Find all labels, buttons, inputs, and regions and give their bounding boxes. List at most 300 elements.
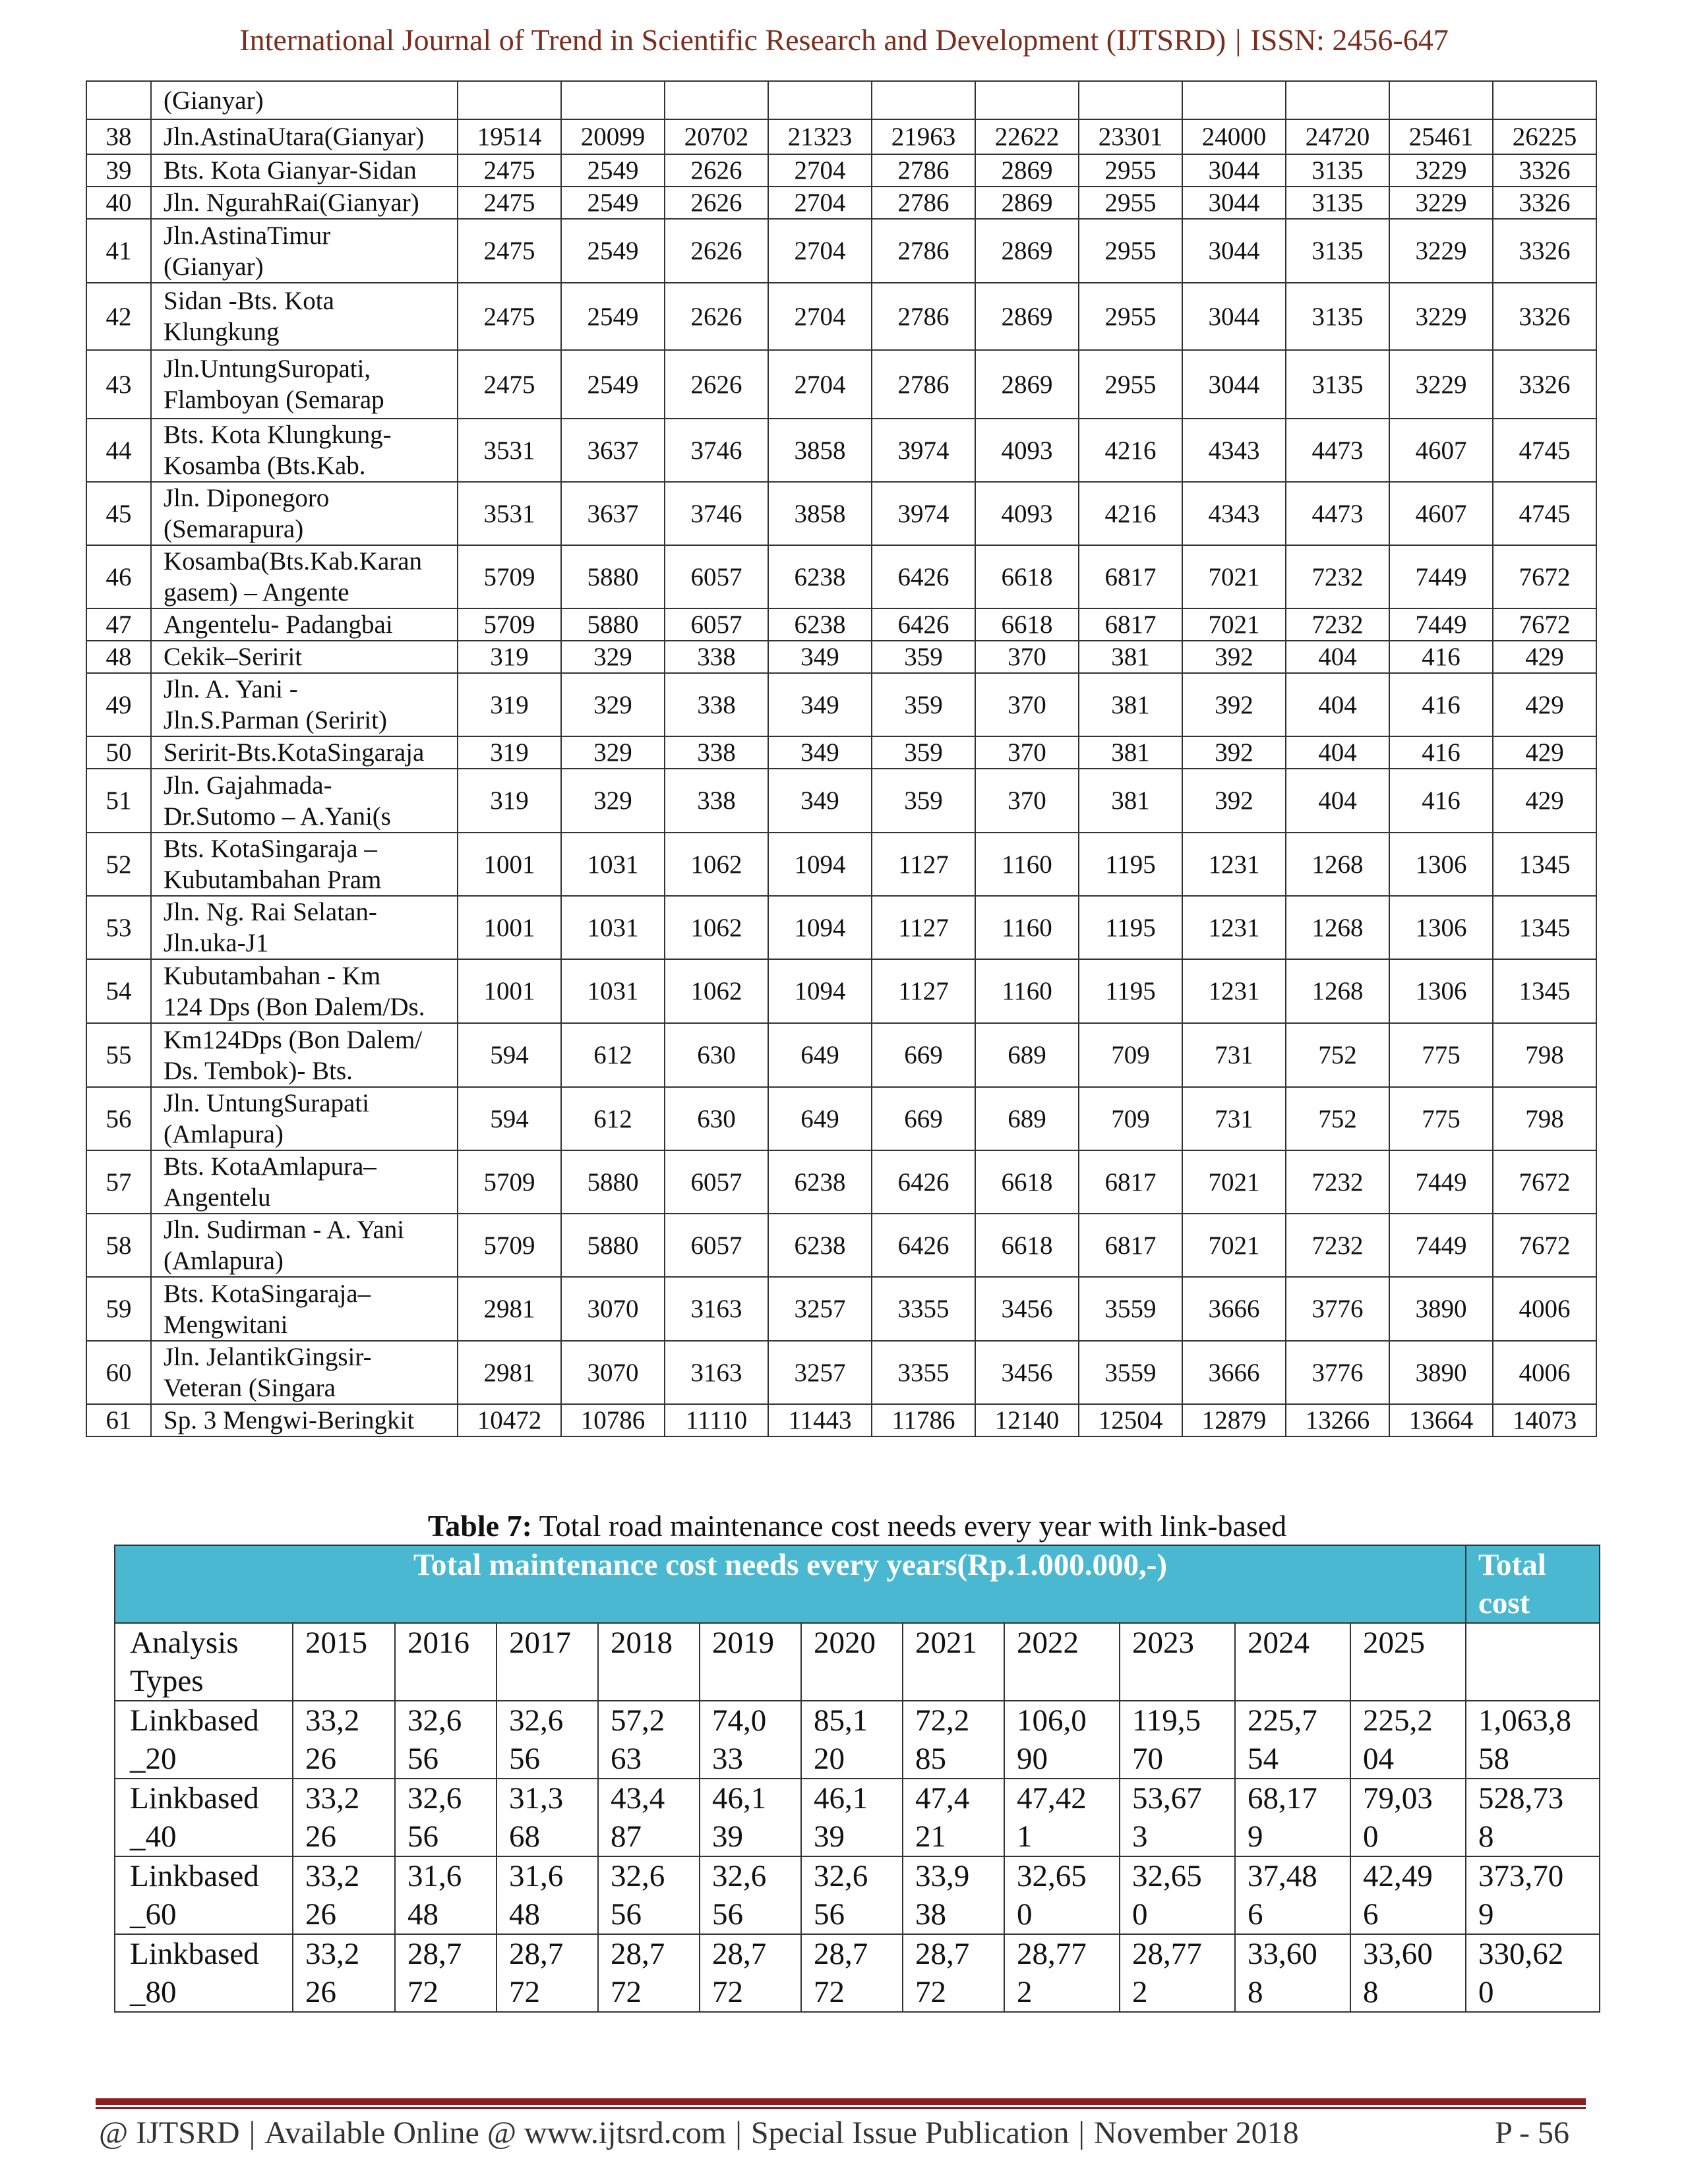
traffic-value-cell: 3355 <box>872 1277 975 1341</box>
traffic-value-cell: 359 <box>872 673 975 736</box>
traffic-value-cell: 370 <box>975 769 1079 833</box>
traffic-value-cell: 7232 <box>1286 1214 1389 1277</box>
traffic-value-cell: 10786 <box>561 1404 665 1436</box>
road-segment-name: Jln.AstinaTimur (Gianyar) <box>151 219 458 283</box>
traffic-value-cell: 12879 <box>1182 1404 1286 1436</box>
traffic-value-cell: 2704 <box>768 187 872 219</box>
traffic-value-cell: 381 <box>1079 673 1182 736</box>
traffic-value-cell: 4745 <box>1493 419 1596 482</box>
table7-caption-label: Table 7: <box>427 1509 532 1543</box>
table-row <box>115 1856 1600 1934</box>
cost-value-cell: 79,03 0 <box>1350 1779 1466 1856</box>
traffic-value-cell: 6238 <box>768 608 872 641</box>
traffic-value-cell: 3531 <box>458 419 561 482</box>
traffic-value-cell: 3229 <box>1389 283 1493 350</box>
traffic-value-cell: 6618 <box>975 608 1079 641</box>
analysis-type-cell: Linkbased _80 <box>115 1934 293 2012</box>
traffic-value-cell: 3326 <box>1493 154 1596 187</box>
traffic-value-cell: 13266 <box>1286 1404 1389 1436</box>
traffic-value-cell: 1062 <box>665 833 768 896</box>
traffic-value-cell: 4607 <box>1389 419 1493 482</box>
traffic-value-cell: 6238 <box>768 545 872 608</box>
row-number: 54 <box>86 959 151 1023</box>
traffic-value-cell: 319 <box>458 769 561 833</box>
traffic-value-cell: 1062 <box>665 896 768 959</box>
traffic-value-cell: 3456 <box>975 1277 1079 1341</box>
traffic-value-cell: 2704 <box>768 219 872 283</box>
traffic-value-cell: 429 <box>1493 769 1596 833</box>
traffic-value-cell: 22622 <box>975 119 1079 154</box>
cost-value-cell: 32,6 56 <box>497 1701 598 1779</box>
traffic-value-cell: 24720 <box>1286 119 1389 154</box>
traffic-value-cell: 14073 <box>1493 1404 1596 1436</box>
table-row <box>86 608 1596 641</box>
traffic-value-cell: 2955 <box>1079 187 1182 219</box>
footer-separator: | <box>735 2115 742 2150</box>
traffic-value-cell: 2626 <box>665 219 768 283</box>
traffic-value-cell: 381 <box>1079 769 1182 833</box>
traffic-value-cell: 5709 <box>458 1214 561 1277</box>
traffic-value-cell: 2869 <box>975 350 1079 419</box>
traffic-value-cell: 709 <box>1079 1087 1182 1150</box>
cost-value-cell: 33,9 38 <box>903 1856 1004 1934</box>
traffic-value-cell <box>768 81 872 119</box>
traffic-value-cell: 429 <box>1493 673 1596 736</box>
traffic-value-cell: 1306 <box>1389 959 1493 1023</box>
table-row <box>86 673 1596 736</box>
table-row <box>86 736 1596 769</box>
traffic-value-cell: 416 <box>1389 641 1493 673</box>
traffic-value-cell: 1195 <box>1079 833 1182 896</box>
traffic-value-cell: 359 <box>872 641 975 673</box>
road-segment-name: Jln. JelantikGingsir- Veteran (Singara <box>151 1341 458 1404</box>
traffic-value-cell: 3257 <box>768 1277 872 1341</box>
traffic-value-cell: 594 <box>458 1023 561 1087</box>
traffic-value-cell: 3044 <box>1182 187 1286 219</box>
traffic-value-cell: 381 <box>1079 641 1182 673</box>
traffic-value-cell: 689 <box>975 1087 1079 1150</box>
traffic-value-cell: 1231 <box>1182 896 1286 959</box>
cost-value-cell: 47,42 1 <box>1004 1779 1120 1856</box>
traffic-value-cell: 3070 <box>561 1277 665 1341</box>
traffic-value-cell: 731 <box>1182 1087 1286 1150</box>
table-row <box>86 419 1596 482</box>
footer-date: November 2018 <box>1094 2115 1299 2150</box>
table-row <box>86 769 1596 833</box>
traffic-value-cell: 6817 <box>1079 608 1182 641</box>
traffic-value-cell: 1306 <box>1389 833 1493 896</box>
traffic-value-cell: 2786 <box>872 154 975 187</box>
cost-value-cell: 33,60 8 <box>1235 1934 1350 2012</box>
road-segment-name: Sp. 3 Mengwi-Beringkit <box>151 1404 458 1436</box>
traffic-value-cell: 1062 <box>665 959 768 1023</box>
table7-band-title: Total maintenance cost needs every years(Rp.1.000.000,-) <box>115 1545 1466 1623</box>
journal-header <box>0 22 1688 57</box>
table-row <box>86 1404 1596 1436</box>
row-number: 57 <box>86 1150 151 1214</box>
traffic-value-cell: 3666 <box>1182 1277 1286 1341</box>
traffic-value-cell: 329 <box>561 769 665 833</box>
traffic-value-cell: 3890 <box>1389 1341 1493 1404</box>
traffic-value-cell <box>1493 81 1596 119</box>
traffic-value-cell: 5880 <box>561 1214 665 1277</box>
cost-value-cell: 42,49 6 <box>1350 1856 1466 1934</box>
road-segment-name: Seririt-Bts.KotaSingaraja <box>151 736 458 769</box>
traffic-value-cell: 1031 <box>561 833 665 896</box>
traffic-value-cell: 1160 <box>975 959 1079 1023</box>
cost-value-cell: 74,0 33 <box>700 1701 801 1779</box>
cost-value-cell: 28,77 2 <box>1120 1934 1235 2012</box>
traffic-value-cell: 338 <box>665 769 768 833</box>
traffic-value-cell: 3044 <box>1182 350 1286 419</box>
traffic-value-cell: 5709 <box>458 608 561 641</box>
traffic-value-cell: 381 <box>1079 736 1182 769</box>
traffic-value-cell: 1345 <box>1493 833 1596 896</box>
traffic-value-cell: 3776 <box>1286 1341 1389 1404</box>
traffic-value-cell: 3326 <box>1493 187 1596 219</box>
traffic-value-cell: 775 <box>1389 1023 1493 1087</box>
year-header: 2025 <box>1350 1623 1466 1701</box>
row-number: 48 <box>86 641 151 673</box>
traffic-value-cell: 23301 <box>1079 119 1182 154</box>
traffic-value-cell: 649 <box>768 1087 872 1150</box>
traffic-value-cell <box>1079 81 1182 119</box>
total-cost-cell: 373,70 9 <box>1466 1856 1600 1934</box>
traffic-value-cell: 6057 <box>665 1150 768 1214</box>
traffic-value-cell: 2955 <box>1079 154 1182 187</box>
traffic-value-cell: 3257 <box>768 1341 872 1404</box>
traffic-value-cell: 4216 <box>1079 419 1182 482</box>
traffic-value-cell: 2786 <box>872 283 975 350</box>
year-header: 2020 <box>801 1623 903 1701</box>
table7-band-row <box>115 1545 1600 1623</box>
traffic-value-cell: 11786 <box>872 1404 975 1436</box>
page-footer <box>99 2115 1569 2151</box>
traffic-value-cell: 429 <box>1493 641 1596 673</box>
row-number: 42 <box>86 283 151 350</box>
traffic-value-cell: 329 <box>561 641 665 673</box>
traffic-value-cell: 21323 <box>768 119 872 154</box>
traffic-value-cell: 3135 <box>1286 219 1389 283</box>
traffic-value-cell: 3229 <box>1389 187 1493 219</box>
year-header: 2016 <box>395 1623 497 1701</box>
year-header: 2024 <box>1235 1623 1350 1701</box>
traffic-value-cell: 2549 <box>561 350 665 419</box>
traffic-value-cell: 4216 <box>1079 482 1182 545</box>
traffic-value-cell: 3456 <box>975 1341 1079 1404</box>
traffic-value-cell: 10472 <box>458 1404 561 1436</box>
total-cost-cell: 528,73 8 <box>1466 1779 1600 1856</box>
traffic-value-cell: 6426 <box>872 1214 975 1277</box>
traffic-value-cell: 798 <box>1493 1023 1596 1087</box>
cost-value-cell: 33,60 8 <box>1350 1934 1466 2012</box>
traffic-value-cell <box>975 81 1079 119</box>
traffic-value-cell: 5709 <box>458 1150 561 1214</box>
traffic-value-cell: 392 <box>1182 769 1286 833</box>
traffic-value-cell: 649 <box>768 1023 872 1087</box>
row-number: 60 <box>86 1341 151 1404</box>
year-header: 2019 <box>700 1623 801 1701</box>
table7-caption <box>0 1508 1688 1543</box>
row-number: 55 <box>86 1023 151 1087</box>
cost-value-cell: 47,4 21 <box>903 1779 1004 1856</box>
footer-issue: Special Issue Publication <box>750 2115 1070 2150</box>
traffic-value-cell: 1094 <box>768 959 872 1023</box>
traffic-value-cell: 1160 <box>975 833 1079 896</box>
table-row <box>115 1701 1600 1779</box>
analysis-type-cell: Linkbased _20 <box>115 1701 293 1779</box>
traffic-value-cell: 3890 <box>1389 1277 1493 1341</box>
traffic-value-cell: 4607 <box>1389 482 1493 545</box>
cost-value-cell: 32,6 56 <box>598 1856 700 1934</box>
cost-value-cell: 32,65 0 <box>1120 1856 1235 1934</box>
cost-value-cell: 28,7 72 <box>700 1934 801 2012</box>
traffic-value-cell: 6618 <box>975 1214 1079 1277</box>
row-number: 39 <box>86 154 151 187</box>
traffic-value-cell: 7021 <box>1182 1214 1286 1277</box>
table-row <box>86 482 1596 545</box>
row-number <box>86 81 151 119</box>
road-segment-name: Bts. KotaAmlapura– Angentelu <box>151 1150 458 1214</box>
cost-value-cell: 225,7 54 <box>1235 1701 1350 1779</box>
traffic-value-cell: 2475 <box>458 350 561 419</box>
traffic-value-cell: 731 <box>1182 1023 1286 1087</box>
traffic-value-cell: 612 <box>561 1023 665 1087</box>
traffic-value-cell: 612 <box>561 1087 665 1150</box>
traffic-value-cell: 7449 <box>1389 608 1493 641</box>
traffic-value-cell <box>872 81 975 119</box>
traffic-value-cell: 7672 <box>1493 608 1596 641</box>
year-header: 2018 <box>598 1623 700 1701</box>
cost-value-cell: 53,67 3 <box>1120 1779 1235 1856</box>
traffic-value-cell: 416 <box>1389 769 1493 833</box>
traffic-value-cell: 416 <box>1389 673 1493 736</box>
year-header: 2023 <box>1120 1623 1235 1701</box>
traffic-value-cell: 2786 <box>872 350 975 419</box>
traffic-value-cell: 3858 <box>768 482 872 545</box>
traffic-value-cell: 6817 <box>1079 1214 1182 1277</box>
traffic-value-cell: 349 <box>768 736 872 769</box>
road-segment-name: Sidan -Bts. Kota Klungkung <box>151 283 458 350</box>
traffic-value-cell: 404 <box>1286 769 1389 833</box>
cost-value-cell: 46,1 39 <box>801 1779 903 1856</box>
traffic-value-cell: 4093 <box>975 482 1079 545</box>
traffic-value-cell: 3044 <box>1182 154 1286 187</box>
cost-value-cell: 85,1 20 <box>801 1701 903 1779</box>
traffic-value-cell: 2475 <box>458 154 561 187</box>
traffic-value-cell: 3974 <box>872 482 975 545</box>
cost-value-cell: 37,48 6 <box>1235 1856 1350 1934</box>
traffic-value-cell: 349 <box>768 673 872 736</box>
analysis-types-header: Analysis Types <box>115 1623 293 1701</box>
row-number: 41 <box>86 219 151 283</box>
traffic-value-cell: 338 <box>665 736 768 769</box>
traffic-value-cell: 404 <box>1286 736 1389 769</box>
cost-value-cell: 32,6 56 <box>395 1701 497 1779</box>
traffic-value-cell: 752 <box>1286 1087 1389 1150</box>
table7-year-header-row <box>115 1623 1600 1701</box>
analysis-type-cell: Linkbased _60 <box>115 1856 293 1934</box>
traffic-value-cell: 2626 <box>665 283 768 350</box>
row-number: 46 <box>86 545 151 608</box>
traffic-volume-table <box>86 80 1597 1437</box>
road-segment-name: Jln.AstinaUtara(Gianyar) <box>151 119 458 154</box>
traffic-value-cell: 7021 <box>1182 1150 1286 1214</box>
cost-value-cell: 28,7 72 <box>598 1934 700 2012</box>
year-header: 2015 <box>293 1623 395 1701</box>
traffic-value-cell: 3135 <box>1286 187 1389 219</box>
row-number: 43 <box>86 350 151 419</box>
year-header: 2021 <box>903 1623 1004 1701</box>
traffic-value-cell: 2626 <box>665 187 768 219</box>
road-segment-name: Bts. KotaSingaraja – Kubutambahan Pram <box>151 833 458 896</box>
traffic-value-cell: 3531 <box>458 482 561 545</box>
traffic-value-cell: 3163 <box>665 1341 768 1404</box>
traffic-value-cell: 20099 <box>561 119 665 154</box>
traffic-value-cell: 3637 <box>561 482 665 545</box>
traffic-value-cell: 3858 <box>768 419 872 482</box>
traffic-value-cell: 26225 <box>1493 119 1596 154</box>
road-segment-name: Jln. Diponegoro (Semarapura) <box>151 482 458 545</box>
table7-caption-text: Total road maintenance cost needs every year with link-based <box>531 1509 1287 1543</box>
traffic-value-cell: 6238 <box>768 1150 872 1214</box>
cost-value-cell: 43,4 87 <box>598 1779 700 1856</box>
traffic-value-cell: 7672 <box>1493 1150 1596 1214</box>
road-segment-name: Jln.UntungSuropati, Flamboyan (Semarap <box>151 350 458 419</box>
traffic-value-cell: 4006 <box>1493 1341 1596 1404</box>
traffic-value-cell: 3229 <box>1389 350 1493 419</box>
traffic-value-cell: 2626 <box>665 154 768 187</box>
traffic-value-cell: 1127 <box>872 833 975 896</box>
traffic-value-cell: 12504 <box>1079 1404 1182 1436</box>
traffic-value-cell: 6426 <box>872 608 975 641</box>
traffic-value-cell: 25461 <box>1389 119 1493 154</box>
traffic-value-cell: 2549 <box>561 283 665 350</box>
traffic-value-cell: 3229 <box>1389 219 1493 283</box>
row-number: 49 <box>86 673 151 736</box>
traffic-value-cell: 329 <box>561 736 665 769</box>
row-number: 59 <box>86 1277 151 1341</box>
total-cost-cell: 1,063,8 58 <box>1466 1701 1600 1779</box>
table-row <box>115 1934 1600 2012</box>
traffic-value-cell: 2475 <box>458 283 561 350</box>
total-cost-cell: 330,62 0 <box>1466 1934 1600 2012</box>
road-segment-name: Jln. A. Yani - Jln.S.Parman (Seririt) <box>151 673 458 736</box>
traffic-value-cell: 7449 <box>1389 1150 1493 1214</box>
table-row <box>86 1087 1596 1150</box>
traffic-value-cell: 1001 <box>458 833 561 896</box>
traffic-value-cell: 3974 <box>872 419 975 482</box>
traffic-value-cell: 349 <box>768 769 872 833</box>
traffic-value-cell: 7232 <box>1286 545 1389 608</box>
year-header: 2022 <box>1004 1623 1120 1701</box>
traffic-value-cell: 7021 <box>1182 608 1286 641</box>
traffic-value-cell: 20702 <box>665 119 768 154</box>
journal-issn: ISSN: 2456-647 <box>1250 23 1449 57</box>
cost-value-cell: 33,2 26 <box>293 1856 395 1934</box>
traffic-value-cell: 4093 <box>975 419 1079 482</box>
road-segment-name: Jln. Gajahmada- Dr.Sutomo – A.Yani(s <box>151 769 458 833</box>
traffic-value-cell: 3559 <box>1079 1277 1182 1341</box>
traffic-value-cell: 1345 <box>1493 959 1596 1023</box>
traffic-value-cell: 775 <box>1389 1087 1493 1150</box>
traffic-value-cell: 5709 <box>458 545 561 608</box>
road-segment-name: Kosamba(Bts.Kab.Karan gasem) – Angente <box>151 545 458 608</box>
traffic-value-cell: 1345 <box>1493 896 1596 959</box>
table-row <box>86 641 1596 673</box>
traffic-value-cell: 6426 <box>872 1150 975 1214</box>
table-row <box>86 1341 1596 1404</box>
traffic-value-cell: 1268 <box>1286 959 1389 1023</box>
traffic-value-cell: 1160 <box>975 896 1079 959</box>
table-row <box>86 350 1596 419</box>
table-row <box>86 154 1596 187</box>
cost-value-cell: 119,5 70 <box>1120 1701 1235 1779</box>
traffic-value-cell: 2704 <box>768 154 872 187</box>
cost-value-cell: 57,2 63 <box>598 1701 700 1779</box>
traffic-value-cell: 4343 <box>1182 482 1286 545</box>
traffic-value-cell: 6618 <box>975 1150 1079 1214</box>
traffic-value-cell: 1094 <box>768 833 872 896</box>
traffic-value-cell: 3666 <box>1182 1341 1286 1404</box>
road-segment-name: Bts. Kota Klungkung- Kosamba (Bts.Kab. <box>151 419 458 482</box>
traffic-value-cell: 6817 <box>1079 545 1182 608</box>
traffic-value-cell: 6426 <box>872 545 975 608</box>
traffic-value-cell: 429 <box>1493 736 1596 769</box>
footer-website: Available Online @ www.ijtsrd.com <box>264 2115 727 2150</box>
traffic-value-cell: 1127 <box>872 959 975 1023</box>
table-row <box>86 896 1596 959</box>
footer-publisher: @ IJTSRD <box>99 2115 240 2150</box>
cost-value-cell: 32,6 56 <box>395 1779 497 1856</box>
traffic-value-cell: 2704 <box>768 350 872 419</box>
traffic-value-cell <box>458 81 561 119</box>
traffic-value-cell: 19514 <box>458 119 561 154</box>
maintenance-cost-table <box>114 1545 1600 2013</box>
cost-value-cell: 32,6 56 <box>700 1856 801 1934</box>
traffic-value-cell: 2955 <box>1079 283 1182 350</box>
traffic-value-cell: 4745 <box>1493 482 1596 545</box>
traffic-value-cell: 319 <box>458 641 561 673</box>
traffic-value-cell: 2869 <box>975 283 1079 350</box>
traffic-value-cell: 594 <box>458 1087 561 1150</box>
footer-separator: | <box>1078 2115 1085 2150</box>
traffic-value-cell: 370 <box>975 736 1079 769</box>
traffic-value-cell: 2981 <box>458 1277 561 1341</box>
traffic-value-cell: 6057 <box>665 545 768 608</box>
road-segment-name: Kubutambahan - Km 124 Dps (Bon Dalem/Ds. <box>151 959 458 1023</box>
road-segment-name: Jln. UntungSurapati (Amlapura) <box>151 1087 458 1150</box>
traffic-value-cell: 689 <box>975 1023 1079 1087</box>
traffic-value-cell: 2869 <box>975 187 1079 219</box>
table-row <box>86 81 1596 119</box>
traffic-value-cell: 1231 <box>1182 833 1286 896</box>
traffic-value-cell: 6618 <box>975 545 1079 608</box>
traffic-value-cell: 2955 <box>1079 350 1182 419</box>
traffic-value-cell <box>1182 81 1286 119</box>
cost-value-cell: 225,2 04 <box>1350 1701 1466 1779</box>
traffic-value-cell: 3135 <box>1286 154 1389 187</box>
traffic-value-cell: 4473 <box>1286 482 1389 545</box>
road-segment-name: Jln. Sudirman - A. Yani (Amlapura) <box>151 1214 458 1277</box>
traffic-value-cell: 2475 <box>458 219 561 283</box>
traffic-value-cell: 2955 <box>1079 219 1182 283</box>
row-number: 45 <box>86 482 151 545</box>
traffic-value-cell: 1306 <box>1389 896 1493 959</box>
traffic-value-cell: 3326 <box>1493 283 1596 350</box>
cost-value-cell: 28,7 72 <box>497 1934 598 2012</box>
table-row <box>86 1023 1596 1087</box>
